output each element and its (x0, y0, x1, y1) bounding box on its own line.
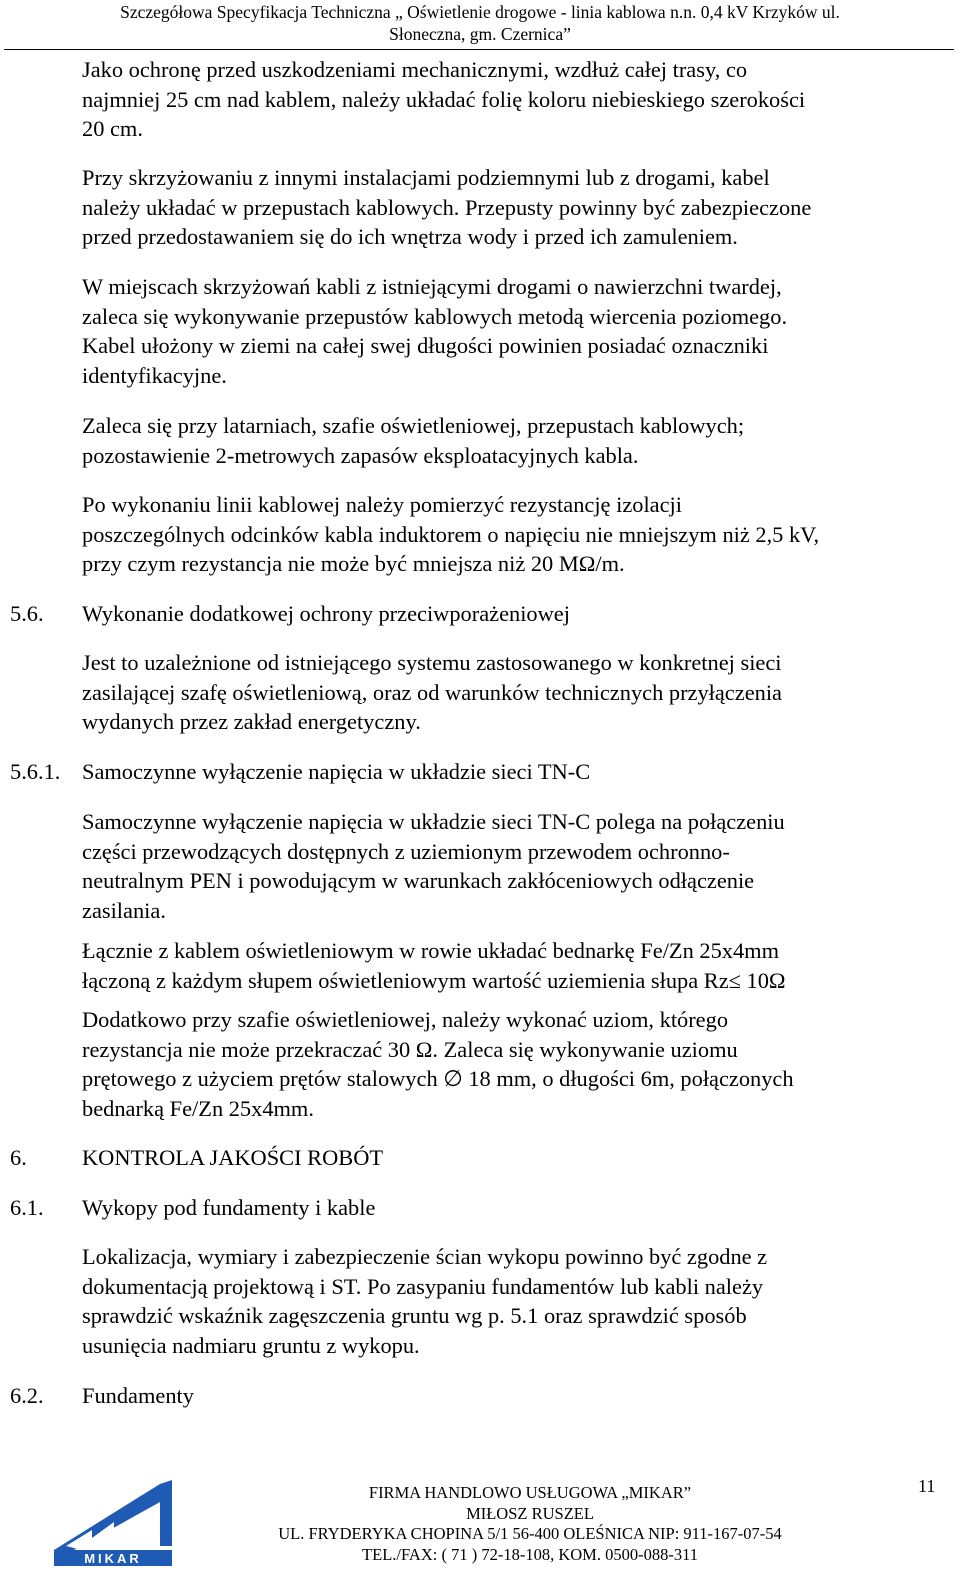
header-divider (4, 49, 954, 50)
text-line: bednarką Fe/Zn 25x4mm. (82, 1096, 314, 1122)
footer-address: UL. FRYDERYKA CHOPINA 5/1 56-400 OLEŚNICA NIP: 911-167-07-54 (278, 1524, 782, 1544)
paragraph-cable-reserves (82, 411, 947, 470)
logo-triangle (54, 1480, 172, 1562)
logo-wordmark: MIKAR (84, 1551, 142, 1566)
text-line: zaleca się wykonywanie przepustów kablowych metodą wiercenia poziomego. (82, 303, 788, 329)
text-line: pozostawienie 2-metrowych zapasów eksploatacyjnych kabla. (82, 442, 639, 468)
paragraph-excavation-check (82, 1242, 947, 1361)
text-line: Lokalizacja, wymiary i zabezpieczenie ścian wykopu powinno być zgodne z (82, 1244, 768, 1269)
text-line: W miejscach skrzyżowań kabli z istniejącymi drogami o nawierzchni twardej, (82, 274, 782, 299)
text-line: zasilającej szafę oświetleniową, oraz od warunków technicznych przyłączenia (82, 679, 782, 705)
text-line: dokumentacją projektową i ST. Po zasypaniu fundamentów lub kabli należy (82, 1273, 764, 1299)
paragraph-road-crossings (82, 272, 947, 391)
text-line: Łącznie z kablem oświetleniowym w rowie układać bednarkę Fe/Zn 25x4mm (82, 938, 779, 963)
paragraph-system-dependency (82, 648, 947, 737)
text-line: Kabel ułożony w ziemi na całej swej długości powinien posiadać oznaczniki (82, 333, 769, 359)
footer-company-info (250, 1483, 810, 1566)
text-line: należy układać w przepustach kablowych. Przepusty powinny być zabezpieczone (82, 194, 812, 220)
text-line: identyfikacyjne. (82, 363, 227, 389)
text-line: najmniej 25 cm nad kablem, należy układać folię koloru niebieskiego szerokości (82, 86, 806, 112)
text-line: Jest to uzależnione od istniejącego systemu zastosowanego w konkretnej sieci (82, 650, 782, 675)
paragraph-foil-protection (82, 55, 947, 144)
text-line: prętowego z użyciem prętów stalowych ∅ 18 mm, o długości 6m, połączonych (82, 1066, 794, 1092)
running-header (0, 0, 960, 45)
section-title: Samoczynne wyłączenie napięcia w układzie sieci TN-C (82, 759, 591, 784)
footer-company-name: FIRMA HANDLOWO USŁUGOWA „MIKAR” (368, 1483, 692, 1502)
paragraph-grounding-strip (82, 936, 947, 995)
text-line: rezystancja nie może przekraczać 30 Ω. Zaleca się wykonywanie uziomu (82, 1036, 738, 1062)
text-line: Przy skrzyżowaniu z innymi instalacjami podziemnymi lub z drogami, kabel (82, 165, 770, 190)
section-number: 6.1. (10, 1195, 44, 1220)
header-line-1: Szczegółowa Specyfikacja Techniczna „ Oświetlenie drogowe - linia kablowa n.n. 0,4 kV Krzyków ul. (120, 2, 840, 22)
text-line: Samoczynne wyłączenie napięcia w układzie sieci TN-C polega na połączeniu (82, 809, 785, 834)
text-line: przy czym rezystancja nie może być mniejsza niż 20 MΩ/m. (82, 551, 625, 577)
footer-contact: TEL./FAX: ( 71 ) 72-18-108, KOM. 0500-088-311 (362, 1545, 698, 1565)
section-title: Wykonanie dodatkowej ochrony przeciwporażeniowej (82, 601, 570, 626)
header-line-2: Słoneczna, gm. Czernica” (389, 24, 571, 44)
page-number: 11 (918, 1476, 936, 1496)
text-line: 20 cm. (82, 116, 143, 142)
text-line: wydanych przez zakład energetyczny. (82, 709, 421, 735)
text-line: poszczególnych odcinków kabla induktorem o napięciu nie mniejszym niż 2,5 kV, (82, 521, 820, 547)
text-line: części przewodzących dostępnych z uziemionym przewodem ochronno- (82, 838, 730, 864)
text-line: łączoną z każdym słupem oświetleniowym wartość uziemienia słupa Rz≤ 10Ω (82, 967, 786, 993)
text-line: Jako ochronę przed uszkodzeniami mechanicznymi, wzdłuż całej trasy, co (82, 57, 748, 82)
paragraph-earth-electrode (82, 1005, 947, 1124)
section-number: 5.6. (10, 601, 44, 626)
text-line: przed przedostawaniem się do ich wnętrza wody i przed ich zamuleniem. (82, 224, 738, 250)
paragraph-tnc-disconnection (82, 807, 947, 926)
paragraph-crossings (82, 163, 947, 252)
text-line: neutralnym PEN i powodującym w warunkach zakłóceniowych odłączenie (82, 868, 755, 894)
section-number: 6. (10, 1145, 27, 1170)
section-number: 5.6.1. (10, 759, 61, 784)
text-line: Dodatkowo przy szafie oświetleniowej, należy wykonać uziom, którego (82, 1007, 729, 1032)
section-title: Wykopy pod fundamenty i kable (82, 1195, 376, 1220)
section-number: 6.2. (10, 1383, 44, 1408)
text-line: Zaleca się przy latarniach, szafie oświetleniowej, przepustach kablowych; (82, 413, 745, 438)
text-line: zasilania. (82, 898, 166, 924)
text-line: usunięcia nadmiaru gruntu z wykopu. (82, 1333, 420, 1359)
paragraph-insulation-test (82, 490, 947, 579)
text-line: Po wykonaniu linii kablowej należy pomierzyć rezystancję izolacji (82, 492, 682, 517)
mikar-logo-icon (52, 1476, 176, 1568)
footer-owner: MIŁOSZ RUSZEL (466, 1503, 594, 1523)
section-title: KONTROLA JAKOŚCI ROBÓT (82, 1145, 384, 1170)
section-title: Fundamenty (82, 1383, 194, 1408)
text-line: sprawdzić wskaźnik zagęszczenia gruntu wg p. 5.1 oraz sprawdzić sposób (82, 1303, 747, 1329)
